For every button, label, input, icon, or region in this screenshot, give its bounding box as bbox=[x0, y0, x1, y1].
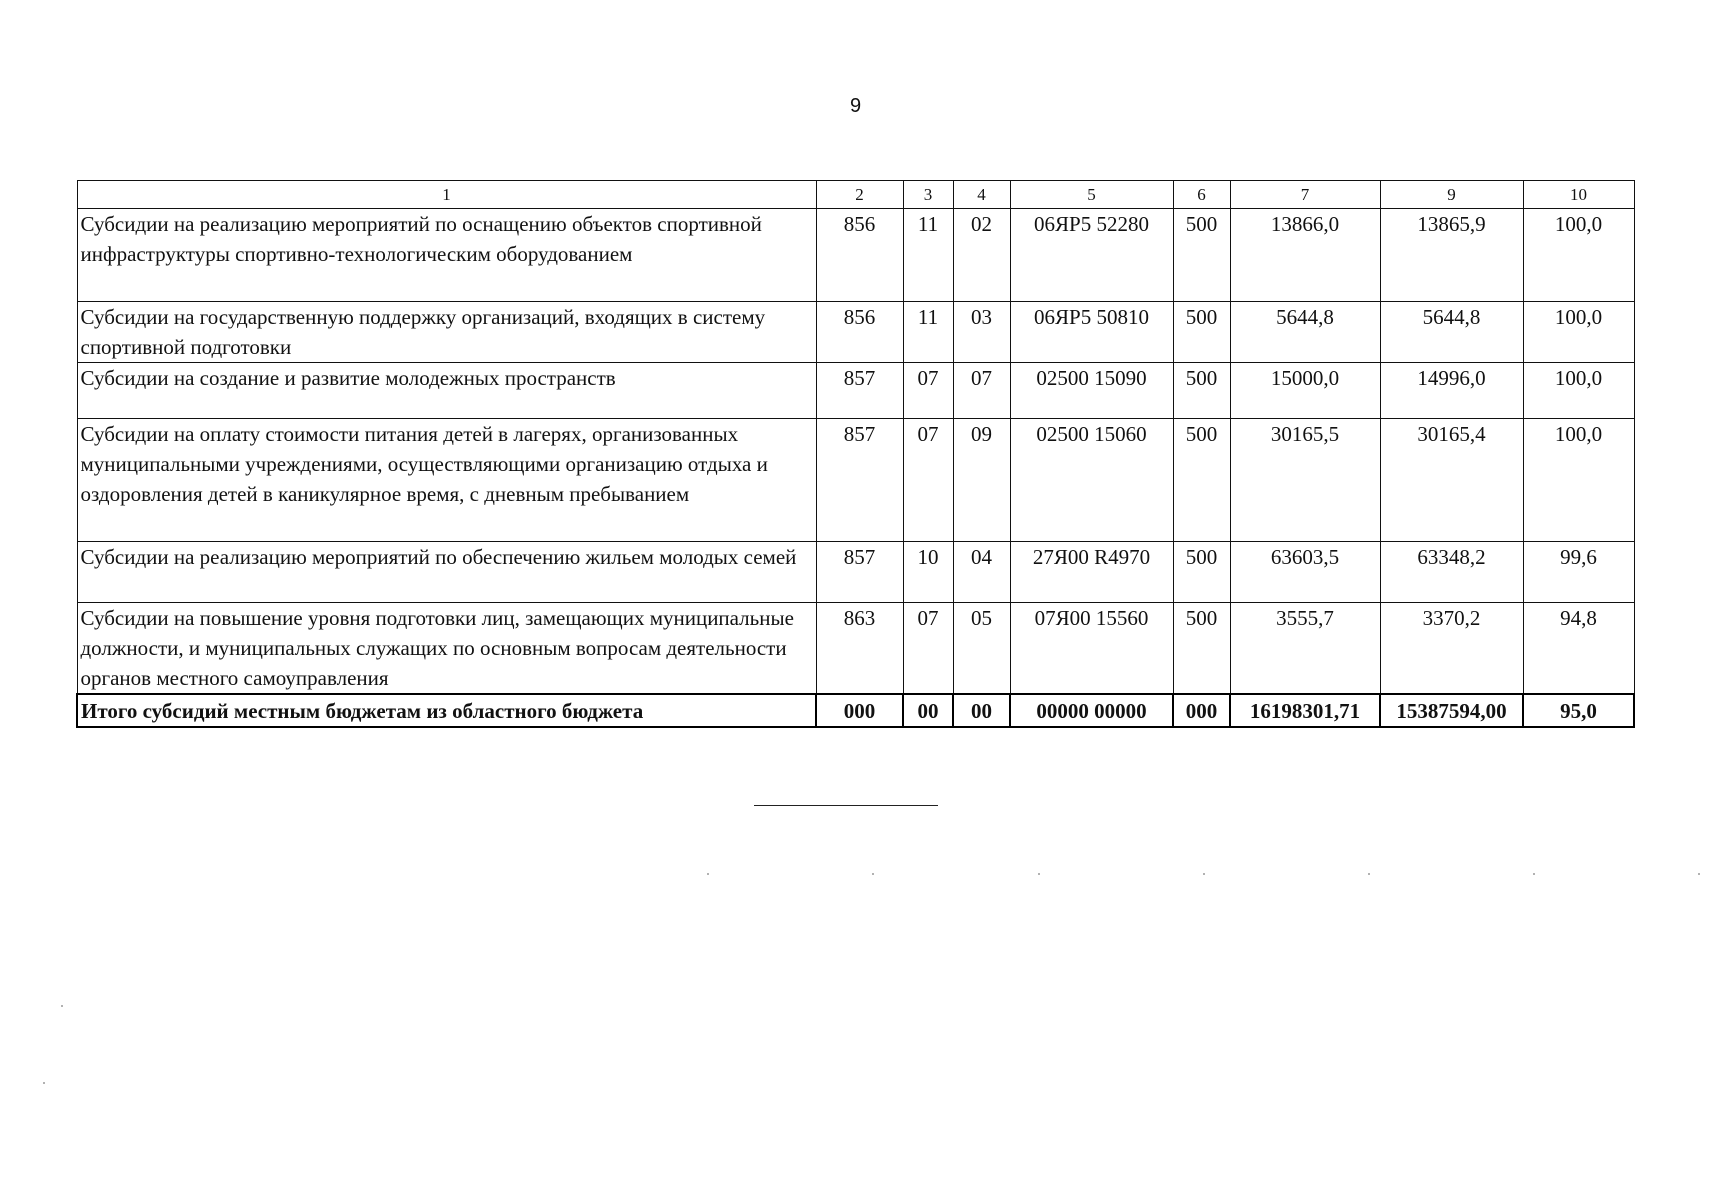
total-col4: 00 bbox=[953, 694, 1010, 727]
cell-col6: 500 bbox=[1173, 209, 1230, 302]
cell-col3: 07 bbox=[903, 603, 953, 695]
total-col3: 00 bbox=[903, 694, 953, 727]
table-row bbox=[77, 209, 1634, 302]
column-header: 2 bbox=[816, 181, 903, 209]
cell-col5: 02500 15060 bbox=[1010, 419, 1173, 542]
cell-col3: 07 bbox=[903, 363, 953, 419]
cell-col10: 100,0 bbox=[1523, 419, 1634, 542]
row-description: Субсидии на создание и развитие молодежных пространств bbox=[77, 363, 816, 419]
cell-col7: 3555,7 bbox=[1230, 603, 1380, 695]
cell-col2: 857 bbox=[816, 363, 903, 419]
cell-col6: 500 bbox=[1173, 419, 1230, 542]
scan-speck bbox=[61, 1005, 63, 1007]
cell-col6: 500 bbox=[1173, 603, 1230, 695]
end-of-document-divider bbox=[754, 805, 938, 806]
cell-col2: 857 bbox=[816, 542, 903, 603]
cell-col4: 05 bbox=[953, 603, 1010, 695]
column-header: 3 bbox=[903, 181, 953, 209]
cell-col3: 10 bbox=[903, 542, 953, 603]
column-header: 4 bbox=[953, 181, 1010, 209]
table-total-row bbox=[77, 694, 1634, 727]
cell-col7: 5644,8 bbox=[1230, 302, 1380, 363]
cell-col9: 5644,8 bbox=[1380, 302, 1523, 363]
row-description: Субсидии на государственную поддержку организаций, входящих в систему спортивной подготовки bbox=[77, 302, 816, 363]
cell-col2: 863 bbox=[816, 603, 903, 695]
table-row bbox=[77, 603, 1634, 695]
cell-col4: 07 bbox=[953, 363, 1010, 419]
cell-col9: 63348,2 bbox=[1380, 542, 1523, 603]
column-header: 7 bbox=[1230, 181, 1380, 209]
cell-col5: 06ЯР5 50810 bbox=[1010, 302, 1173, 363]
cell-col9: 30165,4 bbox=[1380, 419, 1523, 542]
table-row bbox=[77, 302, 1634, 363]
row-description: Субсидии на повышение уровня подготовки лиц, замещающих муниципальные должности, и муниципальных служащих по основным вопросам деятельности органов местного самоуправления bbox=[77, 603, 816, 695]
total-col9: 15387594,00 bbox=[1380, 694, 1523, 727]
cell-col6: 500 bbox=[1173, 542, 1230, 603]
cell-col5: 07Я00 15560 bbox=[1010, 603, 1173, 695]
total-description: Итого субсидий местным бюджетам из областного бюджета bbox=[77, 694, 816, 727]
cell-col10: 100,0 bbox=[1523, 302, 1634, 363]
scan-speck bbox=[1038, 873, 1040, 875]
cell-col7: 63603,5 bbox=[1230, 542, 1380, 603]
table-row bbox=[77, 363, 1634, 419]
cell-col4: 02 bbox=[953, 209, 1010, 302]
scan-speck bbox=[1368, 873, 1370, 875]
column-header: 10 bbox=[1523, 181, 1634, 209]
cell-col6: 500 bbox=[1173, 363, 1230, 419]
cell-col3: 07 bbox=[903, 419, 953, 542]
cell-col2: 856 bbox=[816, 302, 903, 363]
cell-col9: 14996,0 bbox=[1380, 363, 1523, 419]
subsidies-table bbox=[76, 180, 1635, 728]
cell-col2: 856 bbox=[816, 209, 903, 302]
cell-col9: 3370,2 bbox=[1380, 603, 1523, 695]
cell-col3: 11 bbox=[903, 302, 953, 363]
table-header-row bbox=[77, 181, 1634, 209]
row-description: Субсидии на реализацию мероприятий по обеспечению жильем молодых семей bbox=[77, 542, 816, 603]
total-col2: 000 bbox=[816, 694, 903, 727]
scan-speck bbox=[707, 873, 709, 875]
cell-col10: 100,0 bbox=[1523, 363, 1634, 419]
total-col6: 000 bbox=[1173, 694, 1230, 727]
cell-col10: 99,6 bbox=[1523, 542, 1634, 603]
total-col5: 00000 00000 bbox=[1010, 694, 1173, 727]
cell-col9: 13865,9 bbox=[1380, 209, 1523, 302]
cell-col5: 06ЯР5 52280 bbox=[1010, 209, 1173, 302]
column-header: 1 bbox=[77, 181, 816, 209]
cell-col6: 500 bbox=[1173, 302, 1230, 363]
scan-speck bbox=[43, 1082, 45, 1084]
total-col10: 95,0 bbox=[1523, 694, 1634, 727]
cell-col7: 15000,0 bbox=[1230, 363, 1380, 419]
total-col7: 16198301,71 bbox=[1230, 694, 1380, 727]
cell-col4: 04 bbox=[953, 542, 1010, 603]
column-header: 6 bbox=[1173, 181, 1230, 209]
cell-col5: 02500 15090 bbox=[1010, 363, 1173, 419]
cell-col5: 27Я00 R4970 bbox=[1010, 542, 1173, 603]
cell-col3: 11 bbox=[903, 209, 953, 302]
table-row bbox=[77, 419, 1634, 542]
scan-speck bbox=[872, 873, 874, 875]
cell-col2: 857 bbox=[816, 419, 903, 542]
cell-col10: 94,8 bbox=[1523, 603, 1634, 695]
scan-speck bbox=[1533, 873, 1535, 875]
cell-col10: 100,0 bbox=[1523, 209, 1634, 302]
row-description: Субсидии на оплату стоимости питания детей в лагерях, организованных муниципальными учреждениями, осуществляющими организацию отдыха и оздоровления детей в каникулярное время, с дневным пребыванием bbox=[77, 419, 816, 542]
scan-speck bbox=[1203, 873, 1205, 875]
cell-col4: 09 bbox=[953, 419, 1010, 542]
column-header: 5 bbox=[1010, 181, 1173, 209]
scan-speck bbox=[1698, 873, 1700, 875]
cell-col7: 13866,0 bbox=[1230, 209, 1380, 302]
cell-col7: 30165,5 bbox=[1230, 419, 1380, 542]
table-row bbox=[77, 542, 1634, 603]
cell-col4: 03 bbox=[953, 302, 1010, 363]
page-number: 9 bbox=[849, 95, 862, 117]
column-header: 9 bbox=[1380, 181, 1523, 209]
row-description: Субсидии на реализацию мероприятий по оснащению объектов спортивной инфраструктуры спортивно-технологическим оборудованием bbox=[77, 209, 816, 302]
